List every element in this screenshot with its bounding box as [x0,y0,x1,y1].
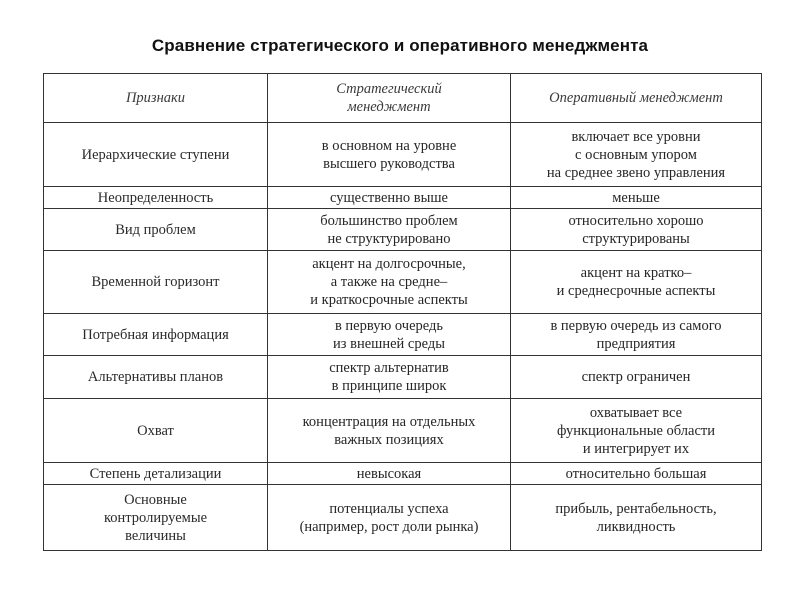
strategic-cell: в первую очередь из внешней среды [268,314,511,356]
feature-cell: Иерархические ступени [44,123,268,187]
feature-cell: Альтернативы планов [44,356,268,399]
strategic-cell: существенно выше [268,187,511,209]
header-features: Признаки [44,74,268,123]
feature-cell: Вид проблем [44,209,268,251]
table-row [44,485,762,551]
table-row [44,399,762,463]
operational-cell: прибыль, рентабельность, ликвидность [511,485,762,551]
table-row [44,251,762,314]
operational-cell: меньше [511,187,762,209]
strategic-cell: в основном на уровне высшего руководства [268,123,511,187]
feature-cell: Временной горизонт [44,251,268,314]
document-title: Сравнение стратегического и оперативного менеджмента [151,36,649,55]
table-row [44,209,762,251]
feature-cell: Потребная информация [44,314,268,356]
strategic-cell: спектр альтернатив в принципе широк [268,356,511,399]
table-row [44,314,762,356]
table-row [44,356,762,399]
operational-cell: относительно большая [511,463,762,485]
strategic-cell: акцент на долгосрочные, а также на средне– и краткосрочные аспекты [268,251,511,314]
feature-cell: Степень детализации [44,463,268,485]
table-row [44,187,762,209]
strategic-cell: невысокая [268,463,511,485]
strategic-cell: большинство проблем не структурировано [268,209,511,251]
table-header-row [44,74,762,123]
operational-cell: охватывает все функциональные области и интегрирует их [511,399,762,463]
strategic-cell: концентрация на отдельных важных позициях [268,399,511,463]
header-strategic: Стратегический менеджмент [268,74,511,123]
table-row [44,123,762,187]
table-row [44,463,762,485]
feature-cell: Охват [44,399,268,463]
operational-cell: включает все уровни с основным упором на среднее звено управления [511,123,762,187]
operational-cell: акцент на кратко– и среднесрочные аспекты [511,251,762,314]
operational-cell: относительно хорошо структурированы [511,209,762,251]
header-operational: Оперативный менеджмент [511,74,762,123]
operational-cell: в первую очередь из самого предприятия [511,314,762,356]
operational-cell: спектр ограничен [511,356,762,399]
feature-cell: Неопределенность [44,187,268,209]
feature-cell: Основные контролируемые величины [44,485,268,551]
comparison-table [43,73,762,551]
strategic-cell: потенциалы успеха (например, рост доли рынка) [268,485,511,551]
